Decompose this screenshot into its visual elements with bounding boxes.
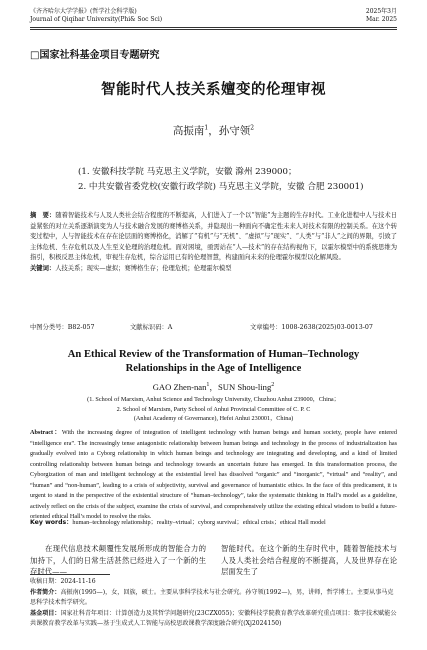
affiliation-cn-1: (1. 安徽科技学院 马克思主义学院，安徽 滁州 239000； (78, 167, 297, 177)
keywords-en-text: human–technology relationship；reality–virtual；cyborg survival；ethical crisis；ethical Hall model (72, 519, 326, 526)
footnotes (30, 577, 397, 630)
keywords-en (30, 517, 397, 526)
journal-name-cn: 《齐齐哈尔大学学报》(哲学社会科学版) (30, 8, 137, 15)
abstract-cn (30, 211, 397, 275)
issue-date-cn: 2025年3月 (365, 8, 397, 15)
journal-name-en: Journal of Qiqihar University(Phi& Soc Sci) (30, 16, 163, 23)
issue-date-en: Mar. 2025 (365, 16, 397, 23)
author-1-sup: 1 (204, 124, 209, 132)
article-number: 文章编号：1008-2638(2025)03-0013-07 (250, 324, 373, 331)
classification-line (30, 323, 373, 334)
author-1-en-sup: 1 (206, 382, 210, 389)
keywords-cn-text: 人技关系；现实—虚拟；赛博格生存；伦理危机；伦理霍尔模型 (55, 264, 232, 272)
author-2-cn: 孙守领 (218, 125, 251, 137)
abstract-en-label: Abstract： (30, 429, 62, 436)
header-rule (30, 27, 397, 28)
keywords-en-label: Key words： (30, 519, 73, 526)
body-column-left: 在现代信息技术颠覆性发展所形成的智能合力的加持下，人们的日常生活甚然已经进入了一个新的生存时代—— (30, 544, 206, 576)
journal-header-right (366, 8, 397, 24)
abstract-cn-label: 摘 要： (30, 212, 56, 219)
abstract-en-text: With the increasing degree of integration of intelligent technology with human beings and human society, people have entered “intelligence era”. The increasingly tense antagonistic relationship between human beings and technology in the process of industrialization has gradually evolved into a Cyborg relationship in which human beings and technology are integrating and developing, and a kind of limited controlling relationship between human beings and technology towards an uncertain future has emerged. In this transformation process, the Cyborgization of man and intelligent technology at the existential level has dissolved “organic” and “inorganic”, “virtual” and “reality”, and “human” and “non-human”, leading to a crisis of subjectivity, survival and governance of humanistic ethics. In the face of this predicament, it is urgent to stand in the perspective of the existential structure of “human–technology”, take the systematic thinking in Hall’s model as a guideline, actively reflect on the crisis of the subject, examine the crisis of survival, and comprehensively utilize the existing ethical wisdom to build a future-oriented ethical Hall’s model to resolve the risks. (30, 429, 397, 520)
body-column-right: 智能时代。在这个新的生存时代中，随着智能技术与人及人类社会结合程度的不断提高，人及世界存在论层面发生了 (221, 544, 397, 576)
journal-header-left (30, 8, 162, 24)
received-date: 收稿日期：2024-11-16 (30, 578, 96, 585)
authors-cn (0, 123, 427, 138)
title-en-line-2: Relationships in the Age of Intelligence (125, 363, 302, 374)
project-label: □国家社科基金项目专题研究 (30, 50, 160, 61)
author-sep-cn: ， (208, 125, 219, 137)
authors-en (0, 381, 427, 393)
header-rule-double (30, 29, 397, 30)
fund-text: 国家社科青年项目：计算创造力及其哲学问题研究(23CZX055)；安徽科技学院教育教学改革研究重点项目：数字技术赋能公共课教育教学改革与实践—基于生成式人工智能与高校思政课教学深度融合研究(Xj2024150) (30, 609, 397, 627)
author-1-cn: 高振南 (172, 125, 205, 137)
author-bio-label: 作者简介： (30, 588, 61, 596)
footnote-rule (30, 574, 110, 575)
author-2-en-sup: 2 (271, 382, 275, 389)
abstract-en (30, 428, 397, 523)
affiliation-en-3: (Anhui Academy of Governance), Hefei Anhui 230001，China) (133, 415, 294, 422)
affiliations-cn (78, 165, 363, 195)
title-en (30, 348, 397, 376)
document-code: 文献标识码：A (130, 324, 173, 331)
affiliation-en-1: (1. School of Marxism, Anhui Science and Technology University, Chuzhou Anhui 239000，China； (87, 396, 340, 403)
affiliation-cn-2: 2. 中共安徽省委党校(安徽行政学院) 马克思主义学院，安徽 合肥 230001) (78, 182, 364, 192)
affiliations-en (30, 395, 397, 424)
affiliation-en-2: 2. School of Marxism, Party School of Anhui Provincial Committee of C. P. C (116, 405, 311, 413)
fund-label: 基金项目： (30, 609, 61, 617)
author-1-en: GAO Zhen-nan (152, 382, 207, 392)
author-2-sup: 2 (250, 124, 255, 132)
title-cn: 智能时代人技关系嬗变的伦理审视 (101, 82, 326, 98)
title-en-line-1: An Ethical Review of the Transformation of Human–Technology (67, 349, 360, 360)
author-bio-text: 高振南(1995—)，女，回族，硕士。主要从事科学技术与社会研究。孙守领(1992—)，男，讲师，哲学博士。主要从事马克思科学技术哲学研究。 (30, 588, 394, 606)
keywords-cn-label: 关键词： (30, 264, 56, 272)
clc-number: 中图分类号：B82-057 (30, 324, 95, 331)
abstract-cn-text: 随着智能技术与人及人类社会结合程度的不断提高，人们进入了一个以“智能”为主题的生存时代。工业化进程中人与技术日益紧张的对立关系逐渐演变为人与技术融合发展的赛博格关系，并隐现出一种面向不确定性未来人对技术有限的控制关系。在这个转变过程中，人与智能技术在存在论层面的赛博格化，消解了“有机”与“无机”、“虚拟”与“现实”、“人类”与“非人”之间的界限，引致了主体危机、生存危机以及人生至义伦理的治理危机。面对困境，亟需站在“人—技术”的存在结构视角下，以霍尔模型中的系统思维为指引，积极反思主体危机，审视生存危机，综合运用已有的伦理智慧，构建面向未来的伦理霍尔模型以化解风险。 (30, 212, 397, 262)
author-2-en: ，SUN Shou-ling (209, 382, 272, 392)
